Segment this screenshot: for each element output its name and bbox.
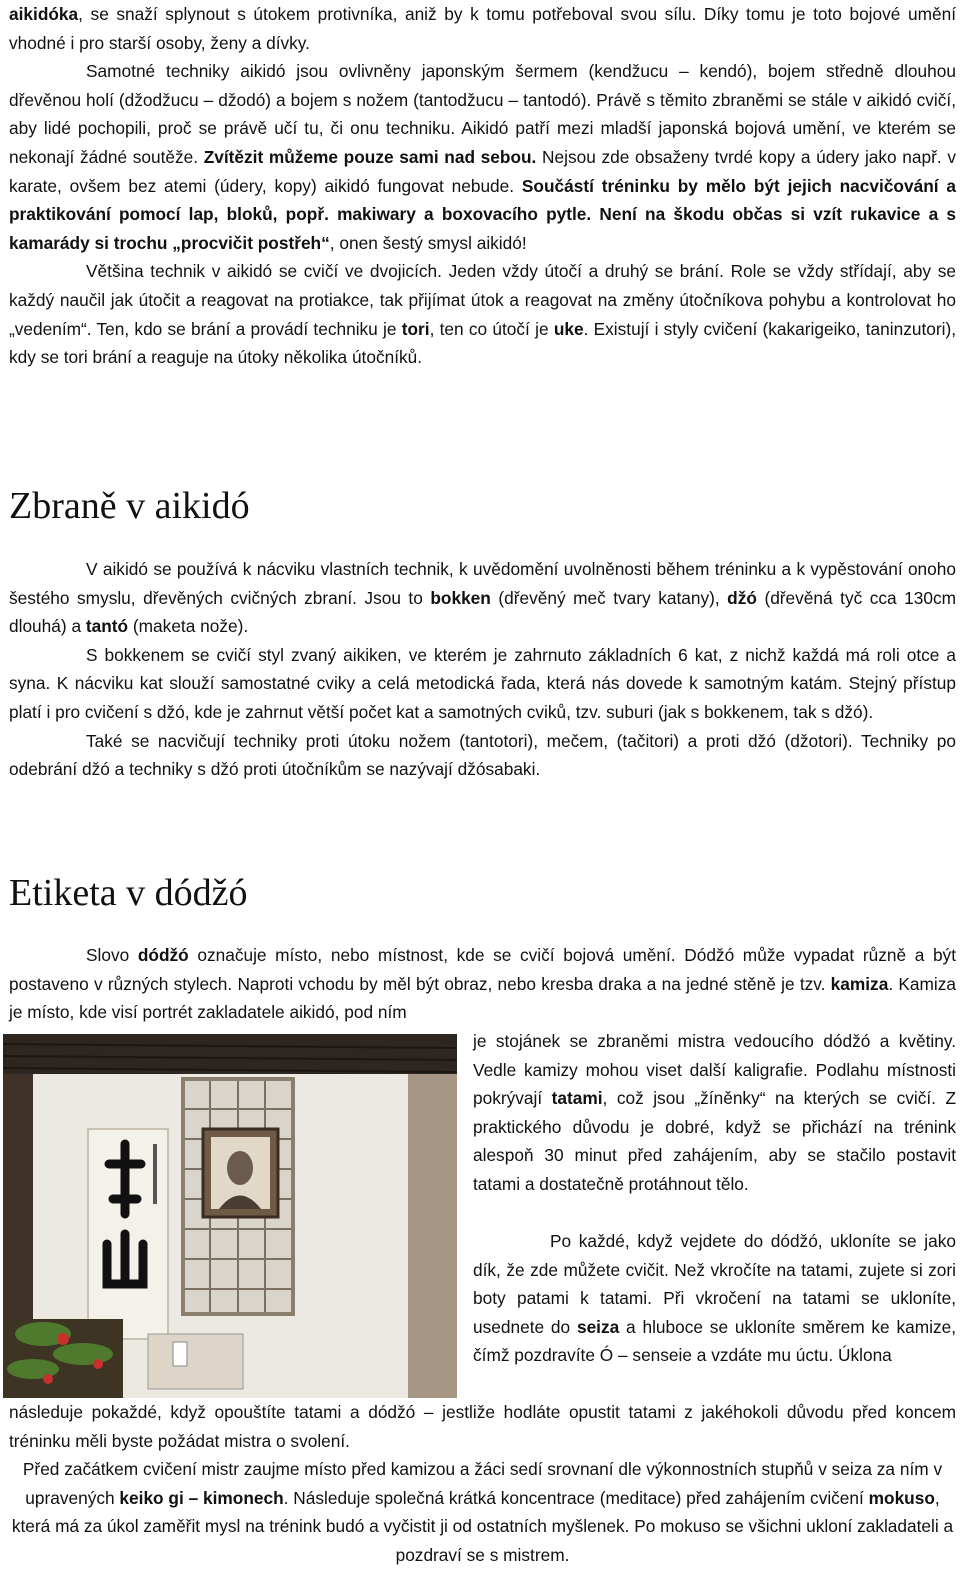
- text-run: , což jsou „žíněnky“ na kterých se cvičí. Z praktického důvodu je dobré, když se přichází na trénink alespoň 30 minut před zahájením, aby se stačilo postavit tatami a dostatečně protáhnout tělo.: [473, 1088, 956, 1194]
- paragraph: [9, 0, 956, 57]
- kamiza-photo: [3, 1034, 457, 1398]
- bold-text: bokken: [430, 587, 491, 608]
- text-run: . Existují i styly cvičení (kakarigeiko, taninzutori), kdy se tori brání a reaguje na útoky několika útočníků.: [9, 318, 957, 368]
- text-run: Slovo: [86, 945, 138, 965]
- text-run: . Následuje společná krátká koncentrace (meditace) před zahájením cvičení: [283, 1487, 869, 1508]
- paragraph: [473, 1027, 956, 1199]
- bold-text: tatami: [551, 1088, 603, 1109]
- bold-text: Součástí tréninku by mělo být jejich nacvičování a praktikování pomocí lap, bloků, popř. makiwary a boxovacího pytle. Není na škodu občas si vzít rukavice a s kamarády si trochu „procvičit postřeh“: [9, 175, 956, 253]
- bold-text: dódžó: [137, 945, 189, 965]
- text-run: následuje pokaždé, když opouštíte tatami a dódžó – jestliže hodláte opustit tatami z jakéhokoli důvodu před koncem tréninku měli byste požádat mistra o svolení.: [9, 1402, 956, 1451]
- text-run: . Kamiza je místo, kde visí portrét zakladatele aikidó, pod ním: [9, 973, 956, 1023]
- paragraph: [9, 941, 956, 1027]
- bold-text: Zvítězit můžeme pouze sami nad sebou.: [203, 146, 537, 167]
- bold-text: džó: [727, 587, 757, 608]
- paragraph-text: [473, 1227, 956, 1370]
- bold-text: uke: [553, 318, 584, 339]
- bold-text: aikidóka: [9, 4, 79, 24]
- text-run: Většina technik v aikidó se cvičí ve dvojicích. Jeden vždy útočí a druhý se brání. Role se vždy střídají, aby se každý naučil jak útočit a reagovat na protiakce, tak přijímat útok a reagovat na změny útočníkova pohybu a kontrolovat ho „vedením“. Ten, kdo se brání a provádí techniku je: [9, 261, 956, 339]
- text-run: Nejsou zde obsaženy tvrdé kopy a údery jako např. v karate, ovšem bez atemi (údery, kopy) aikidó fungovat nebude.: [9, 146, 956, 196]
- text-run: (maketa nože).: [128, 616, 249, 637]
- text-run: , která má za úkol zaměřit mysl na trénink budó a vyčistit ji od ostatních myšlenek. Po mokuso se všichni ukloní zakladateli a pozdraví se s mistrem.: [11, 1487, 954, 1565]
- text-run: , se snaží splynout s útokem protivníka, aniž by k tomu potřeboval svou sílu. Díky tomu je toto bojové umění vhodné i pro starší osoby, ženy a dívky.: [9, 4, 956, 53]
- paragraph: [9, 641, 956, 727]
- text-run: S bokkenem se cvičí styl zvaný aikiken, ve kterém je zahrnuto základních 6 kat, z nichž každá má roli otce a syna. K nácviku kat slouží samostatné cviky a celá metodická řada, která nás dovede k samotným katám. Stejný přístup platí i pro cvičení s džó, kde je zahrnut větší počet kat a samotných cviků, tzv. suburi (jak s bokkenem, tak s džó).: [9, 644, 956, 722]
- text-run: V aikidó se používá k nácviku vlastních technik, k uvědomění uvolněnosti během tréninku a k vypěstování onoho šestého smyslu, dřevěných cvičných zbraní. Jsou to: [9, 559, 956, 608]
- bold-text: mokuso: [868, 1487, 935, 1508]
- intro-section: [9, 0, 956, 372]
- bold-text: kamiza: [830, 973, 889, 994]
- paragraph: [9, 555, 956, 641]
- text-run: (dřevěná tyč cca 130cm dlouhá) a: [9, 587, 956, 637]
- text-run: (dřevěný meč tvary katany),: [490, 587, 728, 608]
- weapons-section: [9, 555, 956, 784]
- bold-text: tantó: [85, 616, 129, 637]
- paragraph: [9, 727, 956, 784]
- text-run: je stojánek se zbraněmi mistra vedoucího dódžó a květiny. Vedle kamizy mohou viset další kaligrafie. Podlahu místnosti pokrývají: [473, 1031, 956, 1109]
- paragraph: [9, 57, 956, 257]
- bold-text: seiza: [576, 1316, 620, 1337]
- bold-text: keiko gi – kimonech: [119, 1487, 284, 1508]
- text-run: a hluboce se ukloníte směrem ke kamize, čímž pozdravíte Ó – senseie a vzdáte mu úctu. Úklona: [473, 1316, 957, 1366]
- text-run: Také se nacvičují techniky proti útoku nožem (tantotori), mečem, (tačitori) a proti džó (džotori). Techniky po odebrání džó a techniky s džó proti útočníkům se nazývají džósabaki.: [9, 730, 956, 780]
- text-run: Po každé, když vejdete do dódžó, ukloníte se jako dík, že zde můžete cvičit. Než vkročíte na tatami, zujete si zori boty patami k tatami. Při vkročení na tatami se ukloníte, usednete do: [473, 1231, 956, 1337]
- paragraph: [9, 1398, 956, 1455]
- heading-etiquette: Etiketa v dódžó: [9, 872, 248, 914]
- paragraph-centered: [9, 1455, 956, 1569]
- paragraph: [9, 257, 956, 371]
- text-run: , onen šestý smysl aikidó!: [329, 232, 527, 253]
- text-run: Samotné techniky aikidó jsou ovlivněny japonským šermem (kendžucu – kendó), bojem středně dlouhou dřevěnou holí (džodžucu – džodó) a bojem s nožem (tantodžucu – tantodó). Právě s těmito zbraněmi se stále v aikidó cvičí, aby lidé pochopili, proč se právě učí tu, či onu techniku. Aikidó patří mezi mladší japonská bojová umění, ve kterém se nekonají žádné soutěže.: [9, 61, 956, 167]
- text-run: označuje místo, nebo místnost, kde se cvičí bojová umění. Dódžó může vypadat různě a být postaveno v různých stylech. Naproti vchodu by měl být obraz, nebo kresba draka a na jedné stěně je tzv.: [9, 945, 956, 994]
- paragraph: [473, 1227, 956, 1370]
- text-run: Před začátkem cvičení mistr zaujme místo před kamizou a žáci sedí srovnaní dle výkonnostních stupňů v seiza za ním v upravených: [22, 1459, 943, 1508]
- heading-weapons: Zbraně v aikidó: [9, 485, 250, 527]
- bold-text: tori: [401, 318, 430, 339]
- text-run: , ten co útočí je: [429, 318, 554, 339]
